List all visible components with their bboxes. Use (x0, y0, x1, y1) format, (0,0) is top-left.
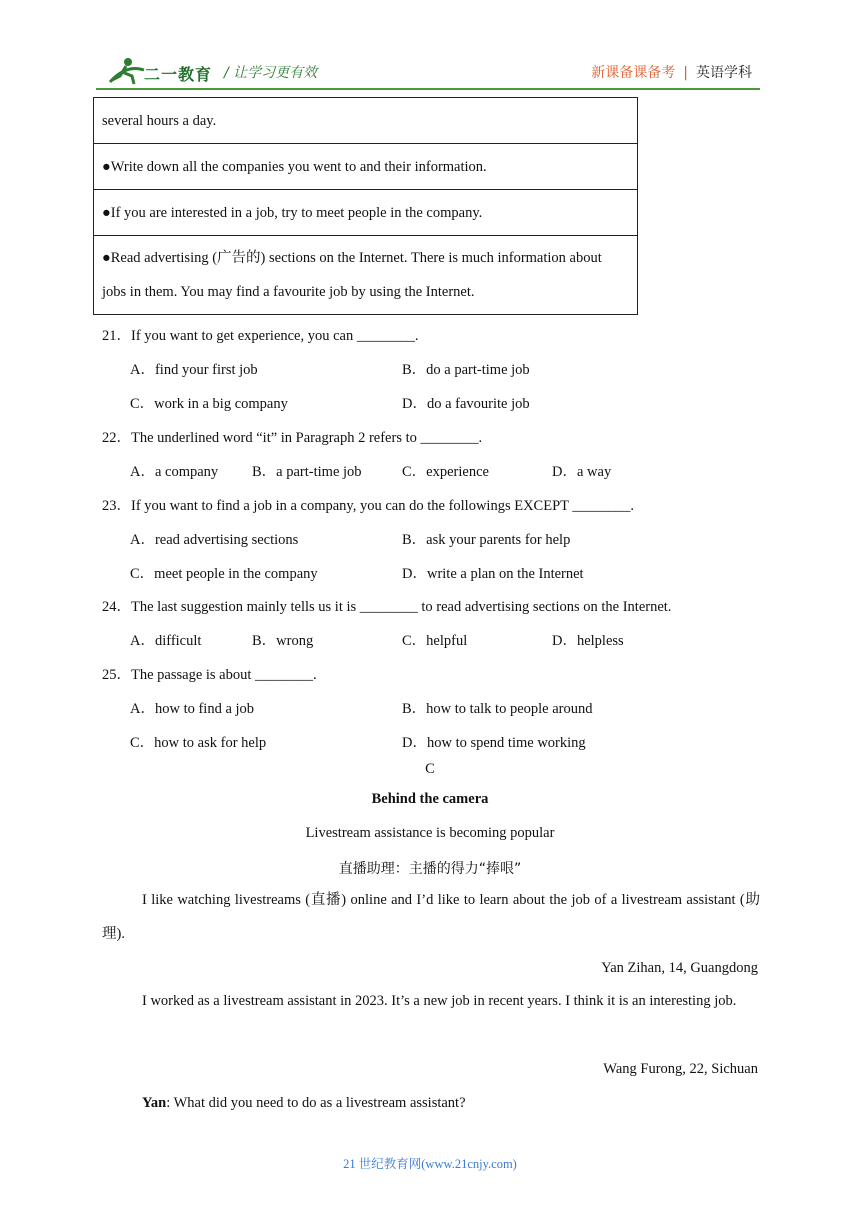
question-22-option-c: C．experience (402, 464, 489, 480)
header-subject-label: 英语学科 (696, 65, 752, 81)
header-separator: | (683, 65, 688, 81)
signature-1: Yan Zihan, 14, Guangdong (601, 960, 758, 976)
question-25-option-c: C．how to ask for help (130, 735, 267, 751)
table-row: ●Read advertising (广告的) sections on the Internet. There is much information about jobs in them. You may find a favourite job by using the Internet. (94, 236, 638, 315)
dialog-line (142, 1095, 466, 1112)
question-23-option-c: C．meet people in the company (130, 566, 318, 582)
section-letter: C (425, 761, 435, 777)
table-row: ●If you are interested in a job, try to meet people in the company. (94, 190, 638, 236)
question-23-option-d: D．write a plan on the Internet (402, 566, 584, 582)
question-23-option-b: B．ask your parents for help (402, 532, 571, 548)
dialog-text: : What did you need to do as a livestream assistant? (166, 1095, 466, 1111)
question-24-option-a: A．difficult (130, 633, 202, 649)
logo-text: 二一教育 (144, 65, 213, 84)
signature-2: Wang Furong, 22, Sichuan (603, 1061, 758, 1077)
header-course-label: 新课备课备考 (591, 65, 676, 81)
page-footer: 21 世纪教育网(www.21cnjy.com) (343, 1157, 517, 1171)
table-row: ●Write down all the companies you went to and their information. (94, 144, 638, 190)
dialog-speaker: Yan (142, 1095, 167, 1111)
question-23-stem: 23．If you want to find a job in a company, you can do the followings EXCEPT ________. (102, 498, 634, 514)
question-25-option-b: B．how to talk to people around (402, 701, 593, 717)
section-subtitle: Livestream assistance is becoming popular (305, 825, 555, 841)
question-21-option-b: B．do a part-time job (402, 362, 530, 378)
question-24-option-c: C．helpful (402, 633, 468, 649)
question-22-option-b: B．a part-time job (252, 464, 362, 480)
header-slogan: / 让学习更有效 (224, 65, 318, 81)
section-title: Behind the camera (371, 791, 489, 807)
table-row: several hours a day. (94, 98, 638, 144)
question-21-stem: 21．If you want to get experience, you can ________. (102, 328, 419, 344)
question-25-stem: 25．The passage is about ________. (102, 667, 317, 683)
header-divider (96, 88, 760, 90)
page-header (0, 0, 860, 92)
question-21-option-d: D．do a favourite job (402, 396, 530, 412)
suggestions-table (93, 97, 638, 315)
question-25-option-d: D．how to spend time working (402, 735, 586, 751)
question-23-option-a: A．read advertising sections (130, 532, 299, 548)
question-25-option-a: A．how to find a job (130, 701, 255, 717)
paragraph-2: I worked as a livestream assistant in 2023. It’s a new job in recent years. I think it is an interesting job. (142, 993, 737, 1009)
header-subject (591, 62, 752, 82)
question-22-option-a: A．a company (130, 464, 219, 480)
section-chinese-subtitle: 直播助理：主播的得力“捧哏” (338, 861, 522, 877)
question-21-option-a: A．find your first job (130, 362, 258, 378)
question-22-option-d: D．a way (552, 464, 612, 480)
paragraph-1: I like watching livestreams (直播) online and I’d like to learn about the job of a livestream assistant (助理). (102, 892, 760, 942)
question-24-option-b: B．wrong (252, 633, 314, 649)
question-24-option-d: D．helpless (552, 633, 624, 649)
question-22-stem: 22．The underlined word “it” in Paragraph 2 refers to ________. (102, 430, 483, 446)
question-21-option-c: C．work in a big company (130, 396, 288, 412)
question-24-stem: 24．The last suggestion mainly tells us it is ________ to read advertising sections on the Internet. (102, 599, 672, 615)
